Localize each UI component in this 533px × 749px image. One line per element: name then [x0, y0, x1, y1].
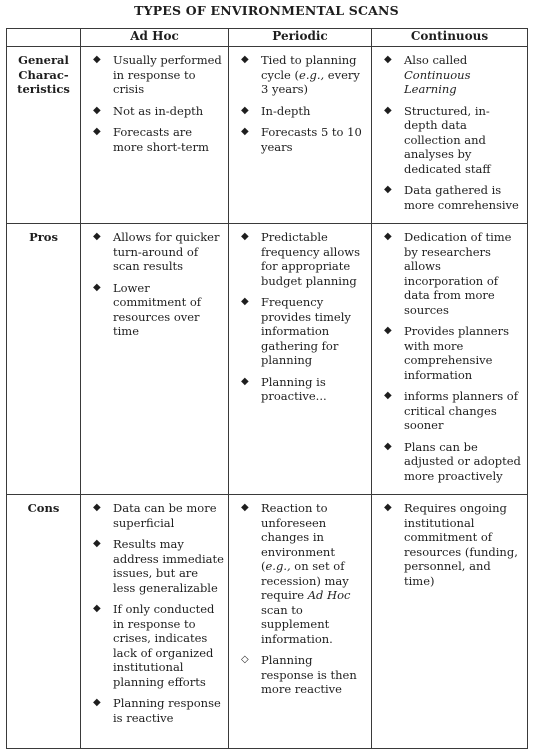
list-item — [91, 53, 224, 97]
row-header-line: Cons — [27, 501, 60, 515]
list-item — [239, 501, 367, 646]
diamond-bullet-icon: ◆ — [93, 502, 101, 513]
list-item-text: Reaction to unforeseen changes in environment (e.g., on set of recession) may require Ad Hoc scan to supplement information. — [261, 501, 351, 646]
diamond-bullet-icon: ◆ — [241, 296, 249, 307]
diamond-bullet-icon: ◆ — [93, 603, 101, 614]
bullet-list — [81, 47, 228, 165]
list-item — [382, 501, 523, 588]
list-item — [382, 389, 523, 433]
list-item — [239, 295, 367, 368]
row-header-pros — [7, 224, 81, 495]
row-header-general — [7, 47, 81, 224]
table-row — [7, 47, 528, 224]
diamond-bullet-icon: ◆ — [93, 104, 101, 116]
list-item-text: Predictable frequency allows for appropriate budget planning — [261, 230, 361, 288]
cell-ad-hoc — [81, 47, 229, 224]
bullet-list — [81, 224, 228, 350]
list-item-text: Planning response is then more reactive — [261, 653, 357, 696]
table-row — [7, 495, 528, 749]
list-item — [91, 281, 224, 339]
list-item — [91, 104, 224, 119]
list-item-text: Planning is proactive... — [261, 374, 327, 403]
list-item — [91, 537, 224, 595]
diamond-bullet-icon: ◆ — [384, 440, 392, 452]
cell-periodic — [229, 224, 372, 495]
bullet-list — [229, 224, 371, 415]
diamond-bullet-icon: ◆ — [241, 502, 249, 513]
bullet-list — [229, 47, 371, 165]
page-title: TYPES OF ENVIRONMENTAL SCANS — [134, 3, 399, 18]
open-diamond-bullet-icon: ◇ — [241, 654, 249, 665]
bullet-list — [372, 495, 527, 599]
list-item-text: Structured, in-depth data collection and analyses by dedicated staff — [404, 103, 491, 176]
diamond-bullet-icon: ◆ — [93, 281, 101, 293]
list-item-text: In-depth — [261, 103, 311, 118]
list-item — [382, 183, 523, 212]
cell-continuous — [372, 47, 528, 224]
list-item — [91, 230, 224, 274]
diamond-bullet-icon: ◆ — [93, 697, 101, 708]
row-header-line: General — [18, 53, 69, 67]
list-item-text: Data can be more superficial — [113, 501, 217, 530]
list-item — [239, 230, 367, 288]
diamond-bullet-icon: ◆ — [384, 231, 392, 242]
list-item — [382, 104, 523, 177]
list-item-text: Lower commitment of resources over time — [113, 280, 202, 338]
cell-continuous — [372, 495, 528, 749]
list-item — [239, 125, 367, 154]
diamond-bullet-icon: ◆ — [384, 390, 392, 401]
column-header-ad-hoc: Ad Hoc — [81, 29, 229, 47]
diamond-bullet-icon: ◆ — [241, 126, 249, 137]
list-item — [239, 375, 367, 404]
list-item — [91, 696, 224, 725]
list-item-text: Data gathered is more comrehensive — [404, 183, 519, 212]
list-item — [91, 602, 224, 689]
bullet-list — [81, 495, 228, 736]
diamond-bullet-icon: ◆ — [384, 325, 392, 336]
diamond-bullet-icon: ◆ — [241, 54, 249, 65]
bullet-list — [372, 47, 527, 223]
list-item — [239, 104, 367, 119]
list-item-text: informs planners of critical changes sooner — [404, 389, 518, 432]
diamond-bullet-icon: ◆ — [384, 104, 392, 116]
diamond-bullet-icon: ◆ — [93, 538, 101, 549]
list-item-text: Forecasts 5 to 10 years — [261, 125, 362, 154]
cell-periodic — [229, 495, 372, 749]
table-header-row — [7, 29, 528, 47]
list-item-text: Requires ongoing institutional commitment of resources (funding, personnel, and time) — [404, 501, 518, 588]
list-item-text: Tied to planning cycle (e.g., every 3 years) — [261, 53, 360, 96]
list-item-text: Not as in-depth — [113, 103, 204, 118]
list-item-text: If only conducted in response to crises, indicates lack of organized institutional planning efforts — [113, 602, 215, 689]
diamond-bullet-icon: ◆ — [384, 54, 392, 65]
table-row — [7, 224, 528, 495]
list-item-text: Usually performed in response to crisis — [113, 53, 222, 96]
cell-continuous — [372, 224, 528, 495]
row-header-cons — [7, 495, 81, 749]
list-item — [239, 653, 367, 697]
scan-types-table — [6, 28, 528, 749]
list-item — [382, 440, 523, 484]
list-item-text: Frequency provides timely information gathering for planning — [261, 295, 351, 367]
row-header-line: Pros — [29, 230, 58, 244]
row-header-line: teristics — [17, 82, 70, 96]
cell-ad-hoc — [81, 495, 229, 749]
bullet-list — [229, 495, 371, 708]
diamond-bullet-icon: ◆ — [93, 126, 101, 137]
column-header-blank — [7, 29, 81, 47]
diamond-bullet-icon: ◆ — [384, 502, 392, 513]
list-item-text: Forecasts are more short-term — [113, 125, 209, 154]
list-item-text: Also called Continuous Learning — [404, 53, 471, 96]
list-item — [91, 125, 224, 154]
list-item — [239, 53, 367, 97]
diamond-bullet-icon: ◆ — [93, 54, 101, 65]
list-item — [382, 324, 523, 382]
diamond-bullet-icon: ◆ — [241, 104, 249, 116]
list-item-text: Planning response is reactive — [113, 696, 221, 725]
diamond-bullet-icon: ◆ — [241, 375, 249, 387]
list-item-text: Results may address immediate issues, but are less generalizable — [113, 537, 224, 595]
column-header-continuous: Continuous — [372, 29, 528, 47]
cell-ad-hoc — [81, 224, 229, 495]
cell-periodic — [229, 47, 372, 224]
list-item — [382, 53, 523, 97]
column-header-periodic: Periodic — [229, 29, 372, 47]
diamond-bullet-icon: ◆ — [93, 231, 101, 242]
diamond-bullet-icon: ◆ — [384, 184, 392, 195]
bullet-list — [372, 224, 527, 494]
list-item — [382, 230, 523, 317]
diamond-bullet-icon: ◆ — [241, 231, 249, 242]
list-item-text: Provides planners with more comprehensive information — [404, 324, 509, 382]
list-item-text: Plans can be adjusted or adopted more proactively — [404, 439, 521, 483]
list-item-text: Dedication of time by researchers allows incorporation of data from more sources — [404, 230, 512, 317]
list-item — [91, 501, 224, 530]
row-header-line: Charac- — [18, 67, 69, 82]
list-item-text: Allows for quicker turn-around of scan results — [113, 230, 220, 273]
